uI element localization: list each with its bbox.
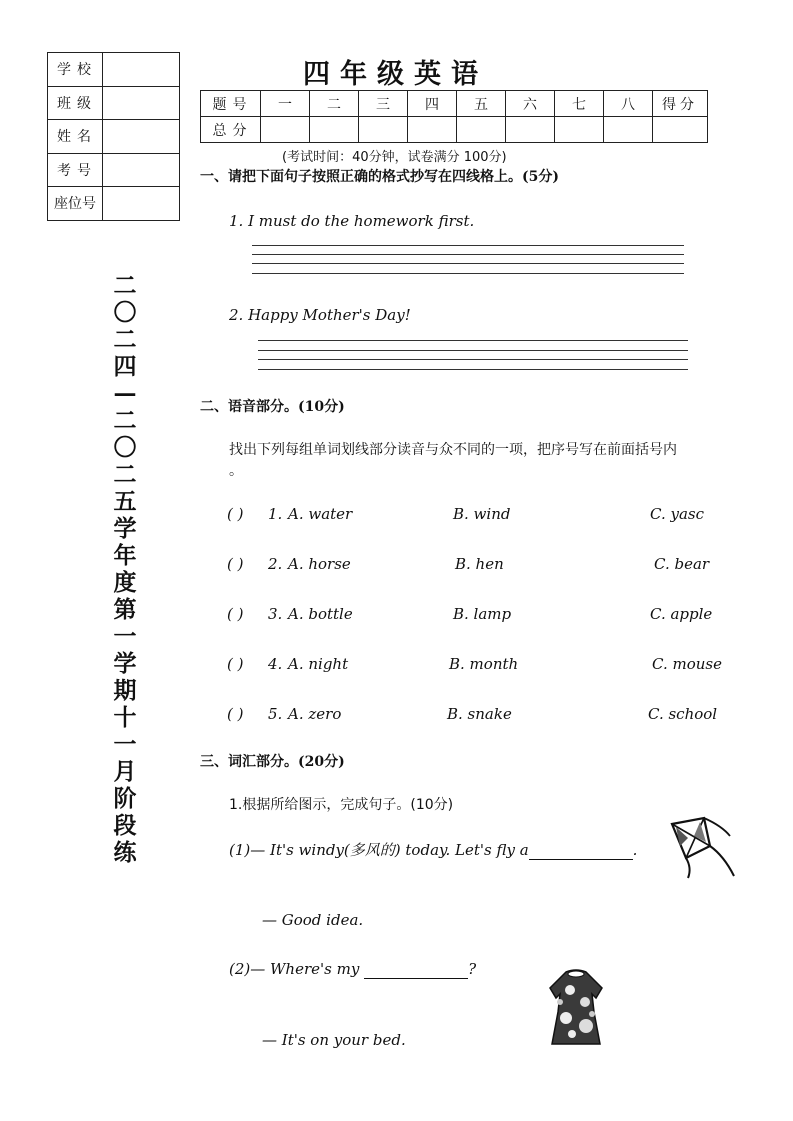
option-c: C. apple	[650, 605, 713, 623]
score-header-cell: 一	[261, 91, 310, 117]
item-number: 1.	[268, 505, 283, 523]
score-cell[interactable]	[310, 117, 359, 143]
score-cell[interactable]	[653, 117, 708, 143]
score-header-cell: 三	[359, 91, 408, 117]
page-title: 四年级英语	[303, 59, 488, 90]
answer-bracket[interactable]: ( )	[227, 505, 244, 523]
four-line-grid-1[interactable]	[252, 245, 684, 275]
info-label: 班级	[48, 86, 103, 120]
total-score-label: 总分	[201, 117, 261, 143]
option-c: C. yasc	[650, 505, 704, 523]
exam-note: (考试时间：40分钟，试卷满分 100分)	[282, 150, 507, 165]
section-3-subheading: 1.根据所给图示，完成句子。(10分)	[229, 797, 454, 813]
answer-bracket[interactable]: ( )	[227, 605, 244, 623]
item-number: 3.	[268, 605, 283, 623]
score-cell[interactable]	[457, 117, 506, 143]
score-cell[interactable]	[359, 117, 408, 143]
info-value-field[interactable]	[103, 153, 180, 187]
item-number: 2.	[268, 555, 283, 573]
answer-blank-2[interactable]	[364, 960, 468, 979]
info-value-field[interactable]	[103, 53, 180, 87]
question-1-text: (1)— It's windy(多风的) today. Let's fly a	[229, 841, 529, 859]
answer-bracket[interactable]: ( )	[227, 655, 244, 673]
answer-bracket[interactable]: ( )	[227, 705, 244, 723]
answer-1: — Good idea.	[262, 911, 364, 929]
info-label: 考号	[48, 153, 103, 187]
info-value-field[interactable]	[103, 86, 180, 120]
option-a: A. horse	[288, 555, 351, 573]
option-a: A. night	[288, 655, 349, 673]
section-2-instruction-end: 。	[229, 463, 243, 479]
section-2-heading: 二、语音部分。(10分)	[200, 399, 345, 415]
section-3-heading: 三、词汇部分。(20分)	[200, 754, 345, 770]
option-a: A. zero	[288, 705, 342, 723]
info-value-field[interactable]	[103, 120, 180, 154]
score-header-cell: 二	[310, 91, 359, 117]
section-1-heading: 一、请把下面句子按照正确的格式抄写在四线格上。(5分)	[200, 169, 559, 185]
question-1	[229, 839, 637, 860]
four-line-grid-2[interactable]	[258, 340, 688, 370]
score-header-cell: 五	[457, 91, 506, 117]
copy-sentence-1: 1. I must do the homework first.	[229, 212, 475, 230]
info-label: 姓名	[48, 120, 103, 154]
option-b: B. lamp	[453, 605, 512, 623]
option-c: C. bear	[654, 555, 710, 573]
question-2	[229, 960, 476, 979]
info-label: 座位号	[48, 187, 103, 221]
question-2-end: ?	[468, 960, 477, 978]
answer-blank-1[interactable]	[529, 841, 633, 860]
copy-sentence-2: 2. Happy Mother's Day!	[229, 306, 411, 324]
answer-2: — It's on your bed.	[262, 1031, 406, 1049]
score-cell[interactable]	[261, 117, 310, 143]
score-cell[interactable]	[408, 117, 457, 143]
option-a: A. bottle	[288, 605, 353, 623]
score-cell[interactable]	[604, 117, 653, 143]
dress-picture	[540, 968, 612, 1050]
option-c: C. mouse	[652, 655, 722, 673]
score-header-cell: 得分	[653, 91, 708, 117]
score-table	[200, 90, 708, 143]
score-cell[interactable]	[506, 117, 555, 143]
answer-bracket[interactable]: ( )	[227, 555, 244, 573]
option-b: B. wind	[453, 505, 511, 523]
section-2-instruction: 找出下列每组单词划线部分读音与众不同的一项，把序号写在前面括号内	[229, 442, 677, 458]
option-a: A. water	[288, 505, 353, 523]
score-header-cell: 八	[604, 91, 653, 117]
option-b: B. month	[449, 655, 519, 673]
item-number: 4.	[268, 655, 283, 673]
score-header-cell: 题号	[201, 91, 261, 117]
score-header-cell: 七	[555, 91, 604, 117]
student-info-table	[47, 52, 180, 221]
option-b: B. snake	[447, 705, 512, 723]
question-1-end: .	[632, 841, 638, 859]
option-c: C. school	[648, 705, 718, 723]
score-header-cell: 六	[506, 91, 555, 117]
kite-picture	[664, 816, 740, 884]
school-year-title: 二〇二四—二〇二五学年度第一学期十一月阶段练	[113, 272, 137, 866]
info-value-field[interactable]	[103, 187, 180, 221]
option-b: B. hen	[455, 555, 504, 573]
info-label: 学校	[48, 53, 103, 87]
score-cell[interactable]	[555, 117, 604, 143]
item-number: 5.	[268, 705, 283, 723]
question-2-text: (2)— Where's my	[229, 960, 360, 978]
score-header-cell: 四	[408, 91, 457, 117]
